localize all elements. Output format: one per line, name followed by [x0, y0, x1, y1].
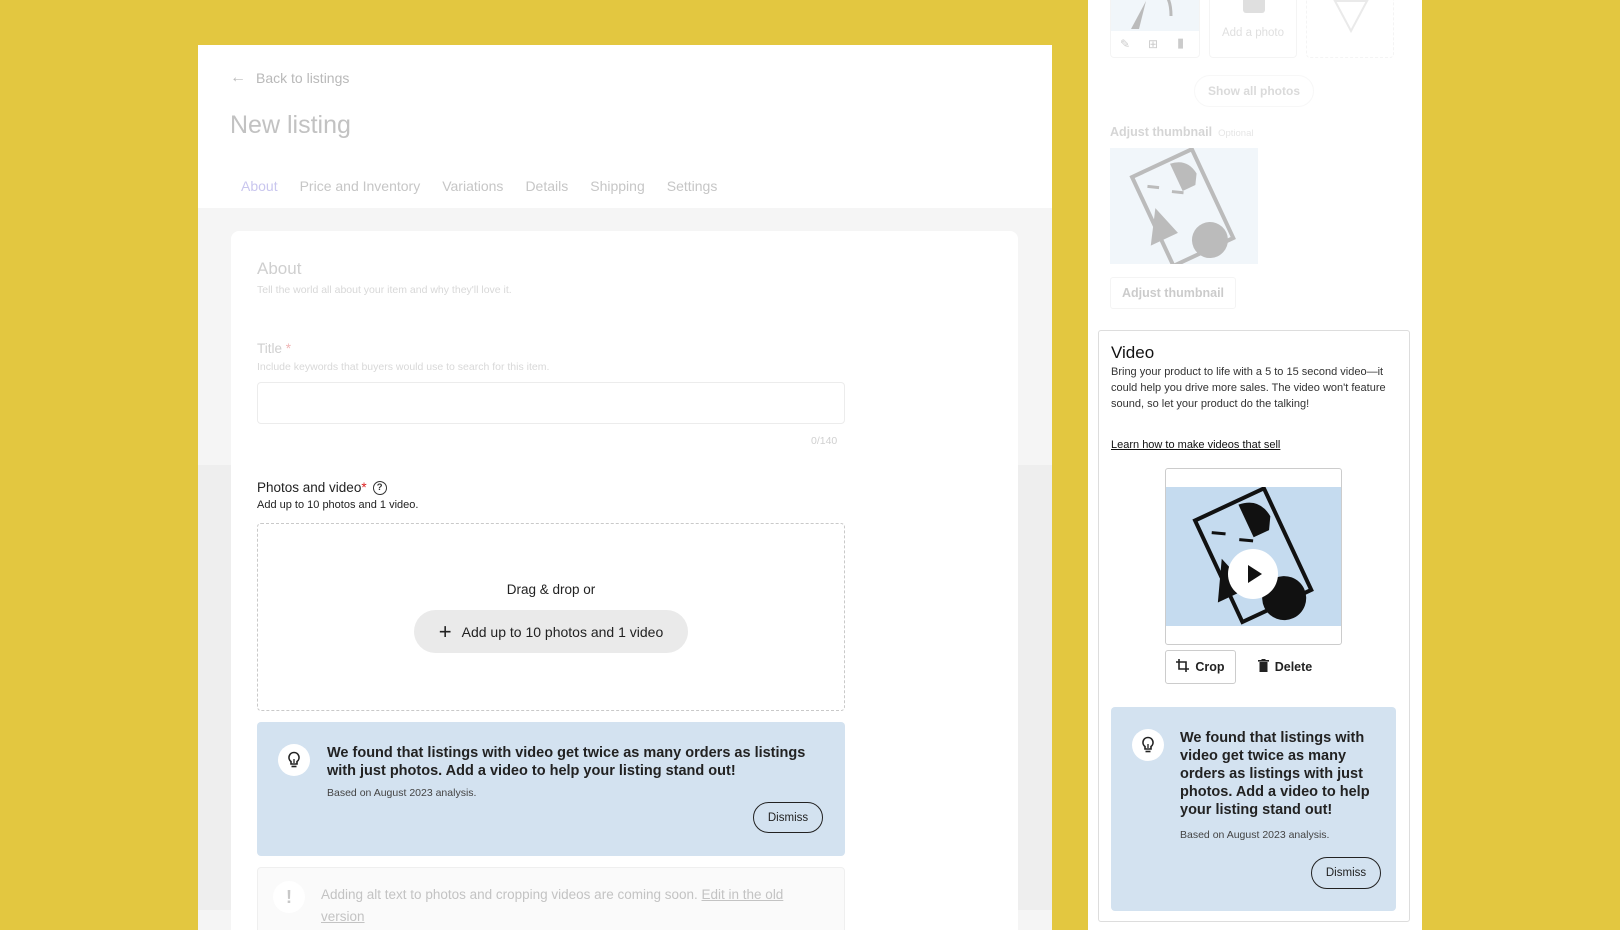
crop-button[interactable] [1165, 650, 1236, 684]
title-input[interactable] [257, 382, 845, 424]
dismiss-button[interactable]: Dismiss [1311, 857, 1381, 889]
tab-shipping[interactable]: Shipping [590, 178, 645, 194]
show-all-photos-button[interactable]: Show all photos [1194, 75, 1314, 107]
alt-notice-message: Adding alt text to photos and cropping videos are coming soon. [321, 887, 698, 902]
lightbulb-icon [278, 744, 310, 776]
photo-dropzone[interactable] [257, 523, 845, 711]
photo-video-panel-window [1088, 0, 1422, 930]
title-label-text: Title [257, 341, 283, 356]
back-to-listings-link[interactable] [230, 69, 349, 87]
trash-icon[interactable]: ▮ [1177, 35, 1185, 50]
video-placeholder-tile[interactable] [1306, 0, 1394, 58]
arrow-left-icon: ← [230, 69, 246, 86]
tip-note: Based on August 2023 analysis. [327, 787, 477, 799]
title-char-counter: 0/140 [811, 435, 838, 447]
video-tip-box [1111, 707, 1396, 911]
photos-video-label [257, 480, 387, 495]
adjust-thumbnail-button[interactable]: Adjust thumbnail [1110, 277, 1236, 309]
play-icon[interactable] [1228, 549, 1278, 599]
lightbulb-icon [1132, 729, 1164, 761]
tip-text: We found that listings with video get twice as many orders as listings with just photos. Add a video to help your listing stand out! [1180, 730, 1370, 818]
page-title: New listing [230, 111, 351, 139]
required-mark: * [285, 341, 292, 356]
help-circle-icon[interactable]: ? [373, 481, 387, 495]
tab-variations[interactable]: Variations [442, 178, 504, 194]
plus-icon: + [438, 618, 452, 644]
photos-video-label-text [257, 480, 367, 495]
about-subtitle: Tell the world all about your item and why they'll love it. [257, 284, 512, 296]
back-link-label: Back to listings [256, 70, 350, 86]
dropzone-text: Drag & drop or [506, 582, 596, 597]
about-heading: About [257, 259, 302, 278]
edit-pencil-icon[interactable]: ✎ [1120, 37, 1131, 51]
dismiss-button[interactable]: Dismiss [753, 802, 823, 833]
tab-about[interactable]: About [230, 173, 289, 212]
crop-icon[interactable]: ⊞ [1148, 37, 1159, 51]
about-card [231, 231, 1018, 930]
adjust-thumbnail-label-text: Adjust thumbnail [1110, 125, 1213, 139]
photos-video-hint: Add up to 10 photos and 1 video. [257, 499, 419, 511]
add-photo-label: Add a photo [1221, 27, 1285, 39]
video-placeholder-icon [1307, 0, 1394, 58]
video-heading: Video [1111, 343, 1155, 362]
crop-label: Crop [1195, 660, 1225, 674]
thumbnail-preview [1110, 148, 1258, 264]
trash-icon [1258, 659, 1269, 675]
edit-old-version-link[interactable]: Edit in the old version [321, 887, 784, 924]
title-hint: Include keywords that buyers would use to search for this item. [257, 361, 550, 373]
tab-settings[interactable]: Settings [666, 178, 718, 194]
crop-icon [1176, 659, 1189, 675]
alt-text-notice [257, 867, 845, 930]
delete-label: Delete [1274, 660, 1313, 674]
video-thumbnail-image [1166, 487, 1341, 626]
tip-text: We found that listings with video get twice as many orders as listings with just photos. Add a video to help your listing stand out! [327, 745, 806, 779]
alt-notice-text [321, 884, 821, 928]
add-photos-label: Add up to 10 photos and 1 video [461, 623, 664, 640]
tab-details[interactable]: Details [525, 178, 569, 194]
learn-videos-link[interactable]: Learn how to make videos that sell [1111, 439, 1281, 451]
video-thumbnail[interactable] [1165, 468, 1342, 645]
add-photos-button[interactable] [414, 610, 688, 653]
optional-tag: Optional [1218, 128, 1254, 139]
photos-video-label-main: Photos and video [257, 480, 362, 495]
required-mark: * [361, 480, 367, 495]
listing-tabs [230, 173, 728, 212]
video-section [1098, 330, 1410, 922]
photo-thumbnail[interactable] [1110, 0, 1200, 58]
video-tip-box [257, 722, 845, 856]
camera-icon [1243, 0, 1265, 13]
photo-thumbnail-image [1111, 0, 1200, 31]
tab-price-and-inventory[interactable]: Price and Inventory [299, 178, 421, 194]
exclamation-icon: ! [273, 881, 305, 913]
video-description: Bring your product to life with a 5 to 15 second video—it could help you drive more sales. The video won't feature sound, so let your product do the talking! [1111, 366, 1386, 410]
title-label [257, 341, 291, 356]
add-photo-tile[interactable] [1209, 0, 1297, 58]
tip-note: Based on August 2023 analysis. [1180, 829, 1330, 841]
delete-button[interactable] [1245, 650, 1325, 684]
adjust-thumbnail-label [1110, 125, 1253, 139]
editor-header [198, 45, 1052, 208]
listing-editor-window [198, 45, 1052, 930]
